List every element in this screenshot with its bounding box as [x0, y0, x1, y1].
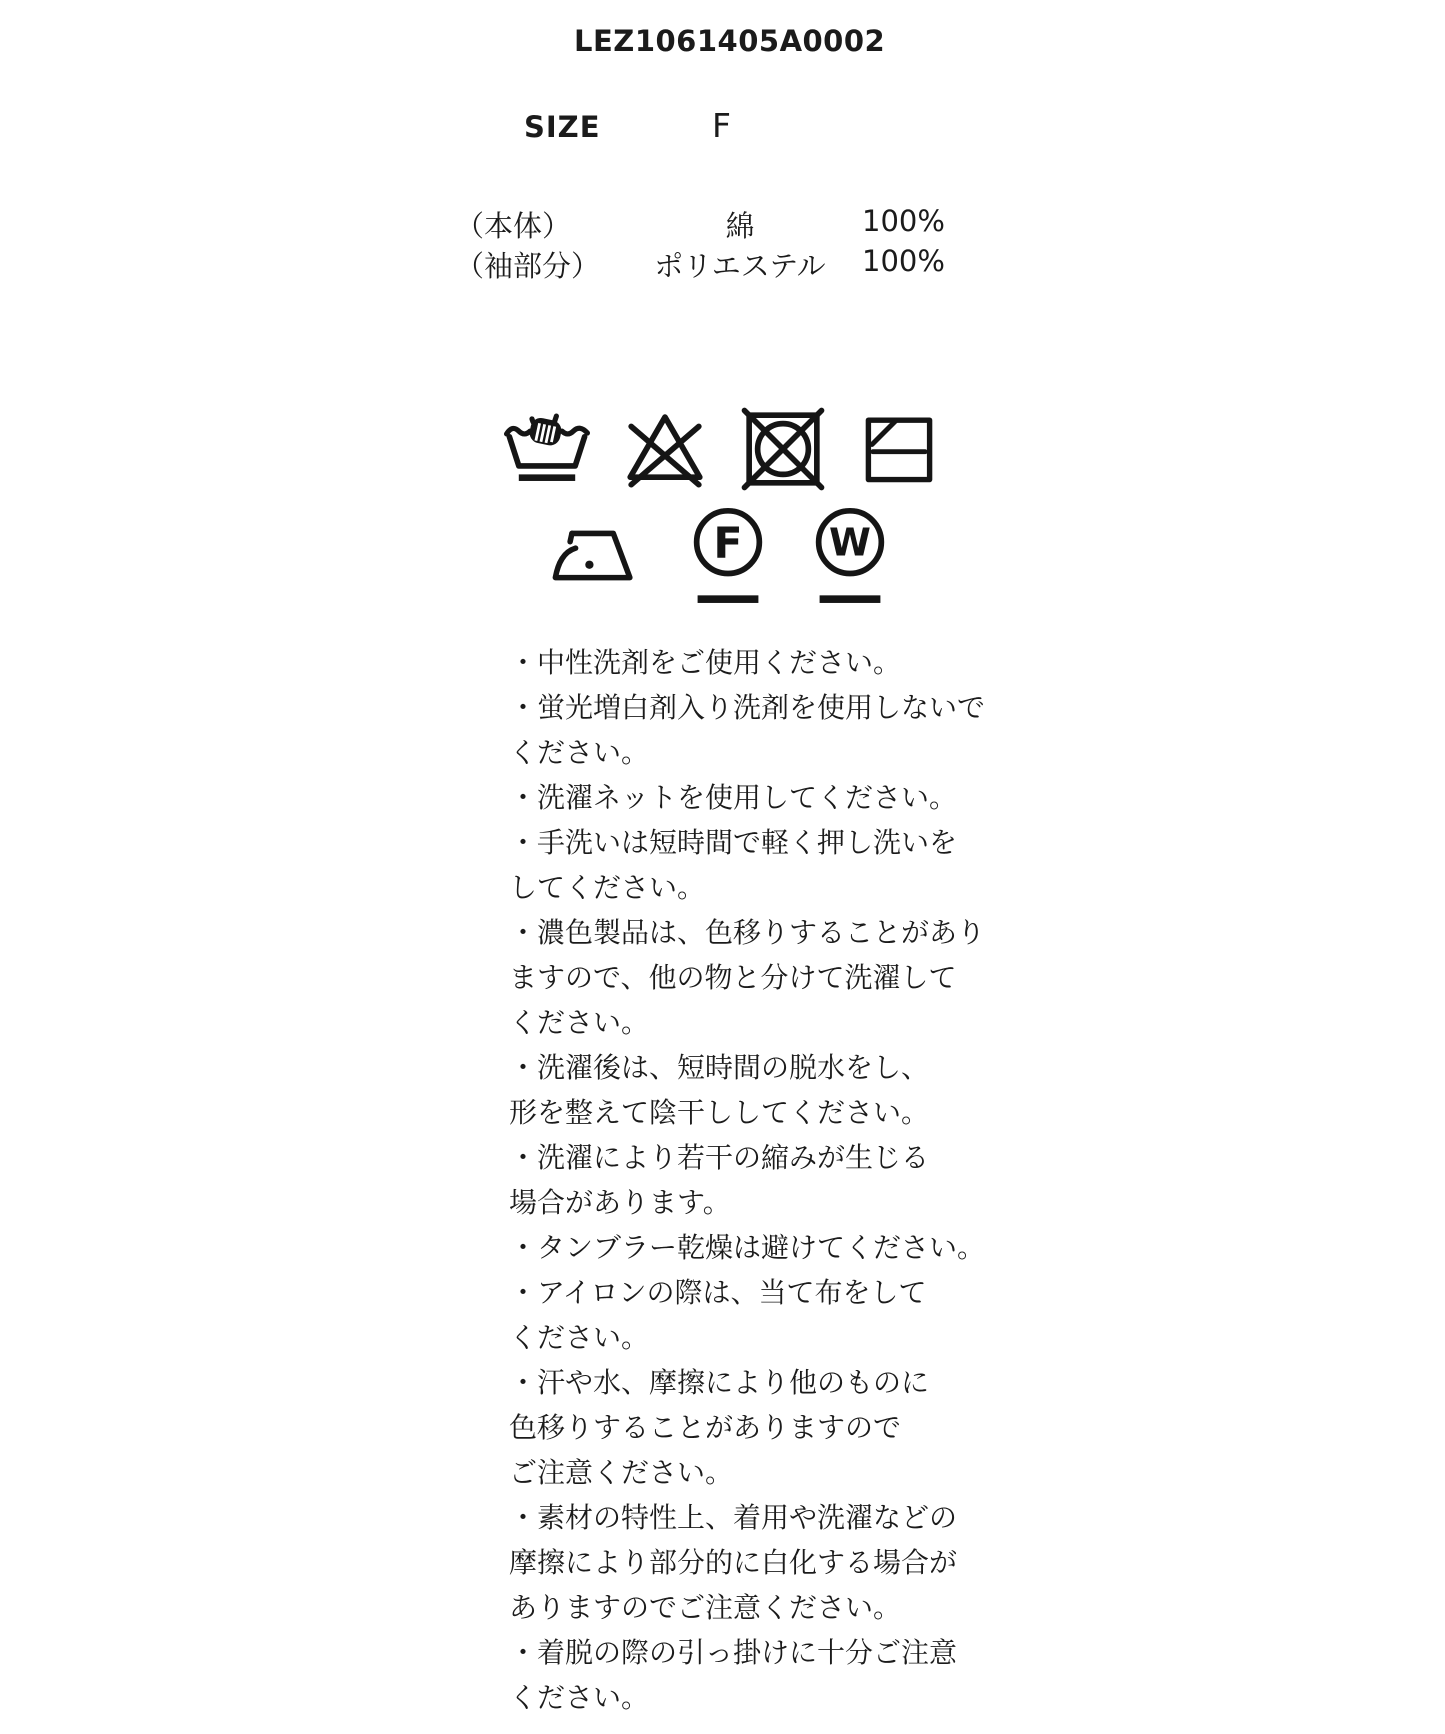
- care-instruction-line: ください。: [509, 1006, 650, 1039]
- material-part-body: （本体）: [455, 209, 572, 243]
- care-instruction-line: ・濃色製品は、色移りすることがあり: [509, 916, 986, 949]
- care-instruction-line: ・中性洗剤をご使用ください。: [509, 646, 902, 679]
- care-instruction-line: 摩擦により部分的に白化する場合が: [509, 1546, 958, 1579]
- care-instruction-line: ご注意ください。: [509, 1456, 734, 1489]
- size-value: F: [712, 106, 731, 145]
- material-name-cotton: 綿: [725, 209, 755, 243]
- material-name-polyester: ポリエステル: [654, 249, 826, 283]
- care-instruction-line: ・洗濯後は、短時間の脱水をし、: [509, 1051, 930, 1084]
- care-instruction-line: ・素材の特性上、着用や洗濯などの: [509, 1501, 958, 1534]
- care-instruction-line: ください。: [509, 1321, 650, 1354]
- material-percent-body: 100%: [862, 204, 945, 238]
- care-instruction-line: 場合があります。: [509, 1186, 731, 1219]
- dry-flat-in-shade-icon: [854, 402, 944, 496]
- care-instruction-line: ありますのでご注意ください。: [509, 1591, 902, 1624]
- dry-clean-letter: F: [713, 518, 743, 569]
- care-instruction-line: ください。: [509, 736, 650, 769]
- care-instruction-line: ・手洗いは短時間で軽く押し洗いを: [509, 826, 958, 859]
- care-instruction-line: 形を整えて陰干ししてください。: [509, 1096, 930, 1129]
- do-not-tumble-dry-icon: [736, 402, 830, 496]
- iron-low-heat-icon: [548, 504, 640, 596]
- care-instruction-line: ください。: [509, 1681, 650, 1714]
- care-symbols-row-2: [548, 504, 888, 605]
- size-label: SIZE: [524, 110, 601, 144]
- care-instruction-line: ・蛍光増白剤入り洗剤を使用しないで: [509, 691, 986, 724]
- care-instruction-line: ・タンブラー乾燥は避けてください。: [509, 1231, 986, 1264]
- care-instruction-line: ・着脱の際の引っ掛けに十分ご注意: [509, 1636, 958, 1669]
- care-instruction-line: ・汗や水、摩擦により他のものに: [509, 1366, 930, 1399]
- care-instructions: [509, 640, 985, 1720]
- wet-clean-letter: W: [829, 520, 871, 565]
- care-instruction-line: してください。: [509, 871, 706, 904]
- material-percent-sleeve: 100%: [862, 244, 945, 278]
- care-symbols-row-1: [500, 402, 944, 496]
- do-not-bleach-icon: [618, 402, 712, 496]
- care-instruction-line: 色移りすることがありますので: [509, 1411, 902, 1444]
- care-instruction-line: ・洗濯ネットを使用してください。: [509, 781, 958, 814]
- dry-clean-petroleum-gentle-icon: [690, 504, 766, 605]
- care-instruction-line: ・洗濯により若干の縮みが生じる: [509, 1141, 930, 1174]
- material-part-sleeve: （袖部分）: [455, 249, 601, 283]
- care-instruction-line: ますので、他の物と分けて洗濯して: [509, 961, 957, 994]
- wet-clean-gentle-icon: [812, 504, 888, 605]
- care-instruction-line: ・アイロンの際は、当て布をして: [509, 1276, 927, 1309]
- product-code: LEZ1061405A0002: [574, 24, 886, 58]
- hand-wash-icon: [500, 402, 594, 496]
